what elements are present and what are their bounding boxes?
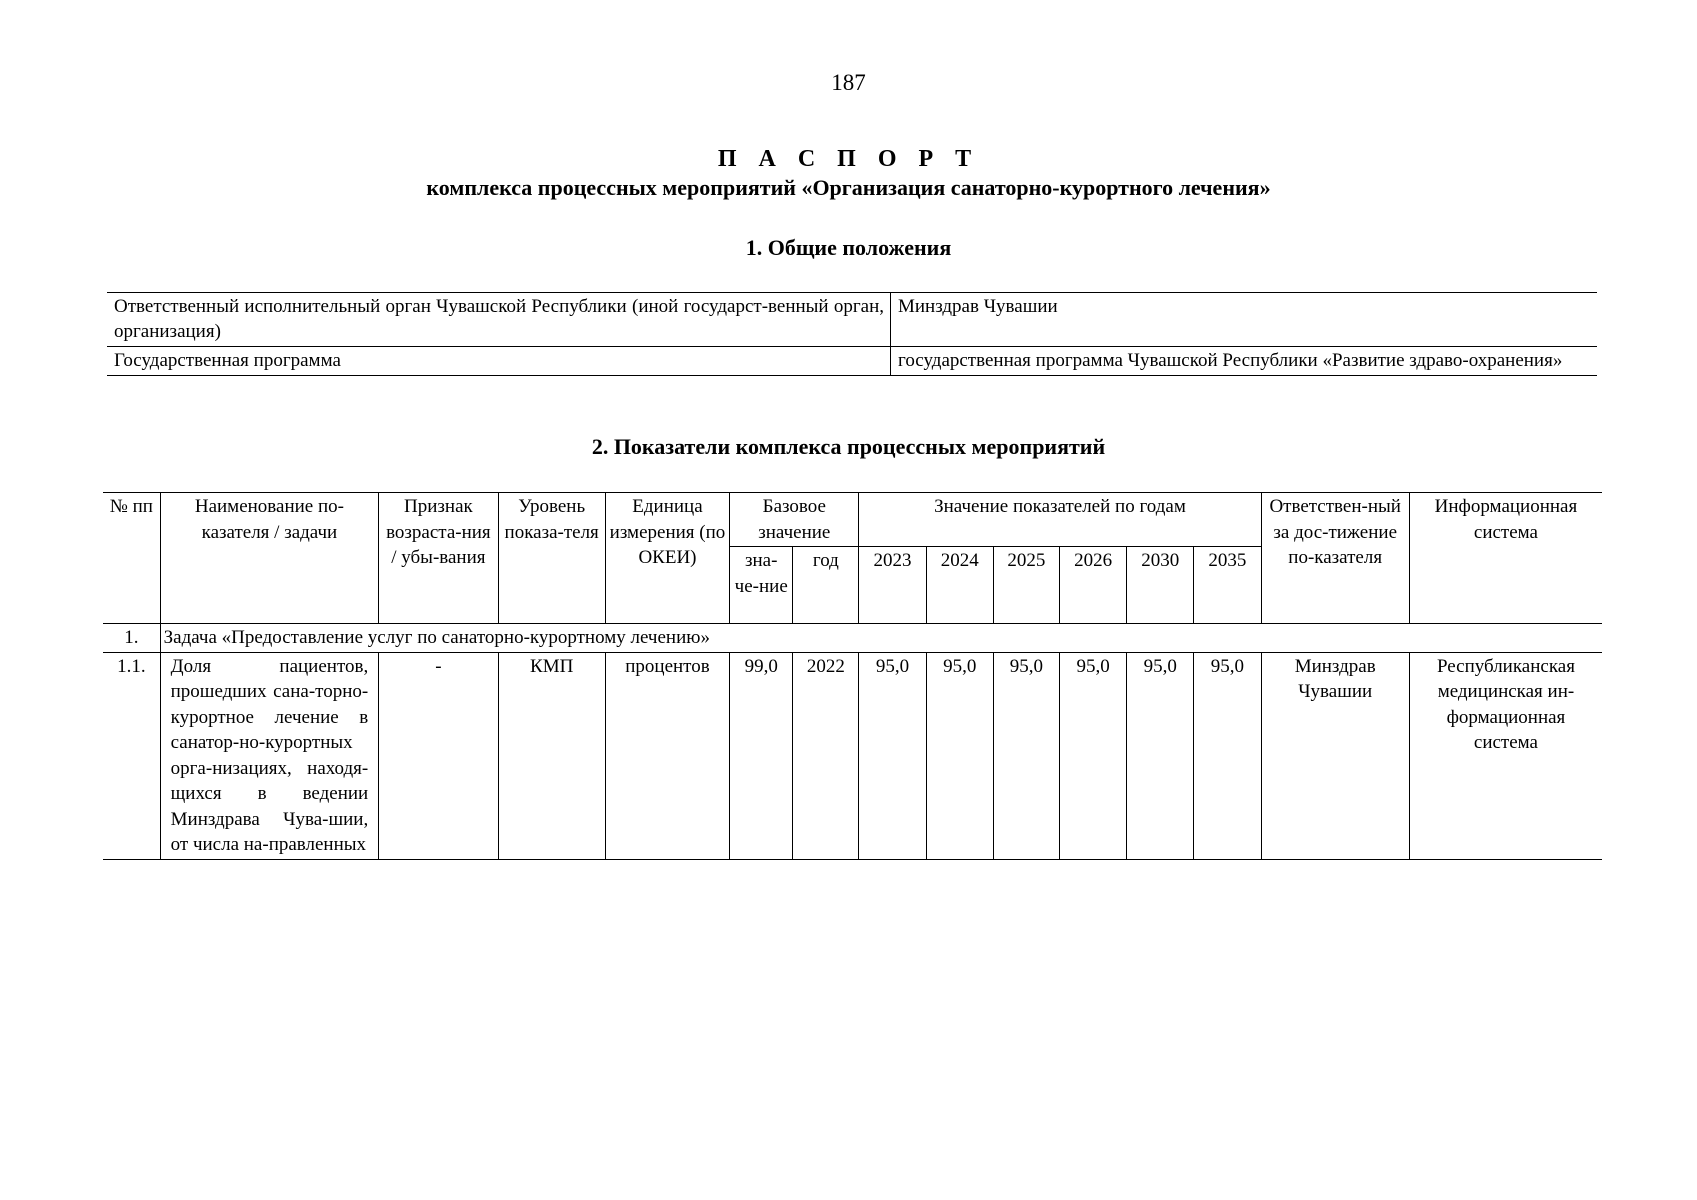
indicator-responsible: Минздрав Чувашии [1261, 652, 1409, 859]
state-program-label: Государственная программа [107, 347, 891, 376]
indicator-trend-sign: - [379, 652, 498, 859]
header-responsible: Ответствен-ный за дос-тижение по-казателя [1261, 493, 1409, 624]
task-text: Задача «Предоставление услуг по санаторно-курортному лечению» [160, 624, 1602, 653]
indicator-info-system: Республиканская медицинская ин-формационная система [1409, 652, 1602, 859]
state-program-value: государственная программа Чувашской Республики «Развитие здраво-охранения» [891, 347, 1598, 376]
document-subtitle: комплекса процессных мероприятий «Организация санаторно-курортного лечения» [426, 175, 1271, 200]
indicator-base-value: 99,0 [730, 652, 793, 859]
header-year-2025: 2025 [993, 547, 1059, 624]
header-unit: Единица измерения (по ОКЕИ) [605, 493, 729, 624]
header-year-2030: 2030 [1127, 547, 1194, 624]
header-base-value: Базовое значение [730, 493, 859, 547]
indicator-unit: процентов [605, 652, 729, 859]
header-year-2035: 2035 [1194, 547, 1261, 624]
document-title: П А С П О Р Т [717, 146, 980, 172]
indicator-name: Доля пациентов, прошедших сана-торно-курортное лечение в санатор-но-курортных орга-низациях, находя-щихся в ведении Минздрава Чува-шии, от числа на-правленных [160, 652, 379, 859]
header-trend-sign: Признак возраста-ния / убы-вания [379, 493, 498, 624]
indicator-number: 1.1. [103, 652, 160, 859]
indicator-row [103, 652, 1602, 859]
header-number: № пп [103, 493, 160, 624]
task-number: 1. [103, 624, 160, 653]
header-year-2026: 2026 [1059, 547, 1126, 624]
responsible-body-label: Ответственный исполнительный орган Чувашской Республики (иной государст-венный орган, организация) [107, 293, 891, 347]
indicator-value-2030: 95,0 [1127, 652, 1194, 859]
header-values-by-year: Значение показателей по годам [859, 493, 1261, 547]
section-general-heading: 1. Общие положения [745, 235, 952, 260]
page-number: 187 [831, 70, 866, 95]
header-base-year: год [793, 547, 859, 624]
indicator-value-2026: 95,0 [1059, 652, 1126, 859]
header-info-system: Информационная система [1409, 493, 1602, 624]
general-provisions-table [107, 292, 1597, 376]
header-year-2024: 2024 [926, 547, 993, 624]
indicator-base-year: 2022 [793, 652, 859, 859]
indicator-level: КМП [498, 652, 605, 859]
header-row [103, 493, 1602, 547]
responsible-body-value: Минздрав Чувашии [891, 293, 1598, 347]
indicator-value-2024: 95,0 [926, 652, 993, 859]
task-row [103, 624, 1602, 653]
header-base-value-value: зна-че-ние [730, 547, 793, 624]
header-indicator-name: Наименование по-казателя / задачи [160, 493, 379, 624]
indicator-value-2025: 95,0 [993, 652, 1059, 859]
table-row [107, 293, 1597, 347]
section-indicators-heading: 2. Показатели комплекса процессных мероприятий [591, 434, 1106, 459]
table-row [107, 347, 1597, 376]
indicators-table [103, 492, 1602, 860]
header-year-2023: 2023 [859, 547, 926, 624]
indicator-value-2023: 95,0 [859, 652, 926, 859]
indicator-value-2035: 95,0 [1194, 652, 1261, 859]
header-indicator-level: Уровень показа-теля [498, 493, 605, 624]
